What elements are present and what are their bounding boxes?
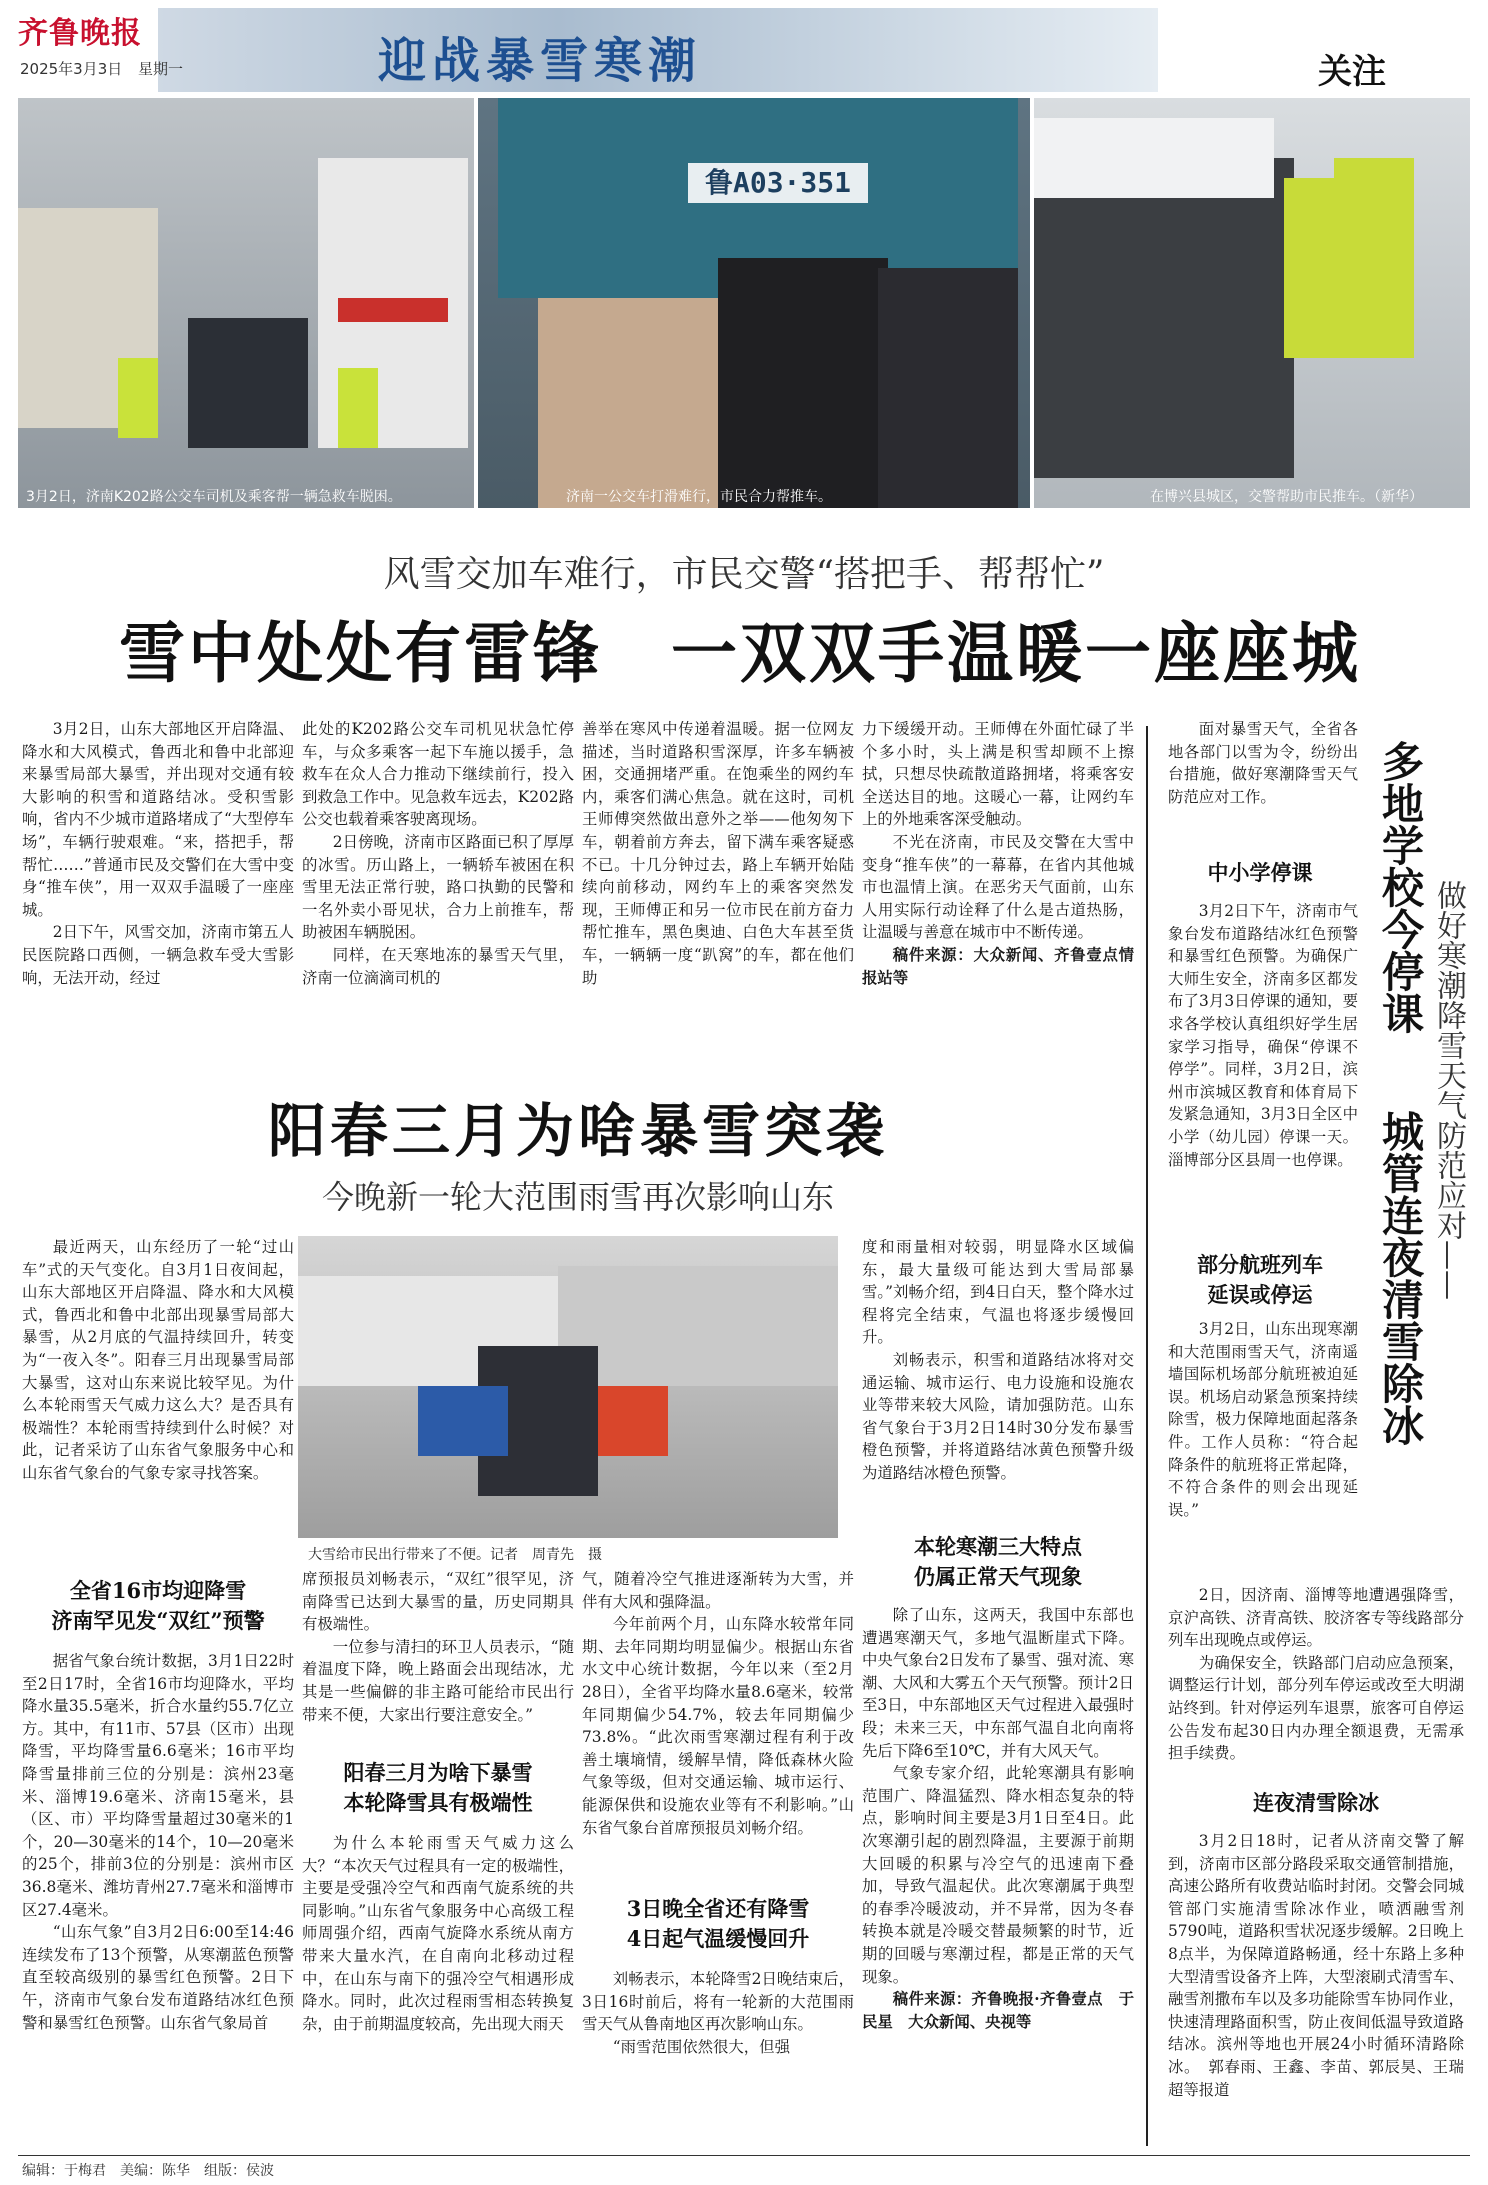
paragraph: 同样，在天寒地冻的暴雪天气里，济南一位滴滴司机的: [302, 945, 574, 987]
photo-ambulance: [18, 98, 474, 508]
story2-photo-caption: 大雪给市民出行带来了不便。记者 周青先 摄: [308, 1547, 602, 1563]
story2-col3b: 刘畅表示，本轮降雪2日晚结束后，3日16时前后，将有一轮新的大范围雨雪天气从鲁南地区再次影响山东。 “雨雪范围依然很大，但强: [582, 1970, 854, 2056]
newspaper-logo: 齐鲁晚报: [18, 16, 142, 51]
story1-col3: [582, 718, 854, 989]
story2-subhead: 今晚新一轮大范围雨雪再次影响山东: [321, 1178, 834, 1216]
story2-sub1: 全省16市均迎降雪 济南罕见发“双红”预警: [51, 1578, 265, 1633]
paragraph: 2日下午，风雪交加，济南市第五人民医院路口西侧，一辆急救车受大雪影响，无法开动，经过: [22, 923, 294, 987]
photo-caption-3: 在博兴县城区，交警帮助市民推车。（新华）: [1150, 489, 1423, 505]
story1-headline: 雪中处处有雷锋 一双双手温暖一座座城: [119, 614, 1361, 692]
story3-headline-a: 多地学校今停课: [1376, 740, 1425, 1034]
story2-col4b: 除了山东，这两天，我国中东部也遭遇寒潮天气，多地气温断崖式下降。中央气象台2日发布了暴雪、强对流、寒潮、大风和大雾五个天气预警。预计2日至3日，中东部地区天气过程进入最强时段；未来三天，中东部气温自北向南将先后下降6至10℃，并有大风天气。 气象专家介绍，此轮寒潮具有影响范围广、降温猛烈、降水相态复杂的特点，影响时间主要是3月1日至4日。此次寒潮引起的剧烈降温，主要源于前期大回暖的积累与冷空气的迅速南下叠加，导致气温起伏。此次寒潮属于典型的春季冷暖波动，并不异常，因为冬春转换本就是冷暖交替最频繁的时节，近期的回暖与寒潮过程，都是正常的天气现象。 稿件来源：齐鲁晚报·齐鲁壹点 于民星 大众新闻、央视等: [862, 1604, 1134, 2033]
source-line: 稿件来源：大众新闻、齐鲁壹点情报站等: [862, 945, 1134, 987]
footer-credits: 编辑：于梅君 美编：陈华 组版：侯波: [22, 2163, 274, 2179]
paragraph: 善举在寒风中传递着温暖。据一位网友描述，当时道路积雪深厚，许多车辆被困，交通拥堵严重。在饱乘坐的网约车内，乘客们满心焦急。就在这时，司机王师傅突然做出意外之举——他匆匆下车，朝着前方奔去，留下满车乘客疑惑不已。十几分钟过去，路上车辆开始陆续向前移动，网约车上的乘客突然发现，王师傅正和另一位市民在前方奋力帮忙推车，黑色奥迪、白色大车甚至货车，一辆辆一度“趴窝”的车，都在他们助: [582, 720, 854, 987]
story2-sub2: 阳春三月为啥下暴雪 本轮降雪具有极端性: [343, 1760, 533, 1815]
photo-bus: [478, 98, 1030, 508]
story2-col1: 最近两天，山东经历了一轮“过山车”式的天气变化。自3月1日夜间起，山东大部地区开启降温、降水和大风模式，鲁西北和鲁中北部出现暴雪局部大暴雪，从2月底的气温持续回升，转变为“一夜入冬”。阳春三月出现暴雪局部大暴雪，这对山东来说比较罕见。为什么本轮雨雪天气威力这么大？是否具有极端性？本轮雨雪持续到什么时候？对此，记者采访了山东省气象服务中心和山东省气象台的气象专家寻找答案。: [22, 1238, 294, 1482]
story3-headline-b: 城管连夜清雪除冰: [1376, 1110, 1425, 1446]
masthead: [18, 8, 1470, 92]
paragraph: 2日傍晚，济南市区路面已积了厚厚的冰雪。历山路上，一辆轿车被困在积雪里无法正常行驶，路口执勤的民警和一名外卖小哥见状，合力上前推车，帮助被困车辆脱困。: [302, 832, 574, 942]
paragraph: 力下缓缓开动。王师傅在外面忙碌了半个多小时，头上满是积雪却顾不上擦拭，只想尽快疏散道路拥堵，将乘客安全送达目的地。这暖心一幕，让网约车上的外地乘客深受触动。: [862, 720, 1134, 829]
paragraph: 不光在济南，市民及交警在大雪中变身“推车侠”的一幕幕，在省内其他城市也温情上演。在恶劣天气面前，山东人用实际行动诠释了什么是古道热肠，让温暖与善意在城市中不断传递。: [862, 832, 1134, 942]
story3-p2b: 2日，因济南、淄博等地遭遇强降雪，京沪高铁、济青高铁、胶济客专等线路部分列车出现晚点或停运。 为确保安全，铁路部门启动应急预案，调整运行计划，部分列车停运或改至大明湖站终到。针对停运列车退票，旅客可自停运公告发布起30日内办理全额退费，无需承担手续费。: [1168, 1586, 1464, 1763]
paragraph: 3月2日，山东大部地区开启降温、降水和大风模式，鲁西北和鲁中北部迎来暴雪局部大暴雪，并出现对交通有较大影响的积雪和道路结冰。受积雪影响，省内不少城市道路堵成了“大型停车场”，车辆行驶艰难。“来，搭把手，帮帮忙……”普通市民及交警们在大雪中变身“推车侠”，用一双双手温暖了一座座城。: [22, 720, 294, 919]
story3-kicker: 做好寒潮降雪天气防范应对——: [1431, 880, 1466, 1300]
story1-kicker: 风雪交加车难行，市民交警“搭把手、帮帮忙”: [383, 554, 1105, 595]
story1-col2: [302, 718, 574, 989]
story3-sub3: 连夜清雪除冰: [1253, 1790, 1379, 1815]
story1-col4: [862, 718, 1134, 989]
section-label: 关注: [1318, 52, 1386, 92]
photo-caption-1: 3月2日，济南K202路公交车司机及乘客帮一辆急救车脱困。: [26, 489, 402, 505]
story2-col2b: 为什么本轮雨雪天气威力这么大？“本次天气过程具有一定的极端性，主要是受强冷空气和西南气旋系统的共同影响。”山东省气象服务中心高级工程师周强介绍，西南气旋降水系统从南方带来大量水汽，在自南向北移动过程中，在山东与南下的强冷空气相遇形成降水。同时，此次过程雨雪相态转换复杂，由于前期温度较高，先出现大雨天: [302, 1834, 574, 2033]
story3-sub2: 部分航班列车 延误或停运: [1197, 1252, 1323, 1307]
story2-col3: 气，随着冷空气推进逐渐转为大雪，并伴有大风和强降温。 今年前两个月，山东降水较常年同期、去年同期均明显偏少。根据山东省水文中心统计数据，今年以来（至2月28日），全省平均降水量8.6毫米，较常年同期偏少54.7%，较去年同期偏少73.8%。“此次雨雪寒潮过程有利于改善土壤墒情，缓解旱情，降低森林火险气象等级，但对交通运输、城市运行、能源保供和设施农业等有不利影响。”山东省气象台首席预报员刘畅介绍。: [582, 1570, 854, 1837]
story2-col4: 度和雨量相对较弱，明显降水区域偏东，最大量级可能达到大雪局部暴雪。”刘畅介绍，到4日白天，整个降水过程将完全结束，气温也将逐步缓慢回升。 刘畅表示，积雪和道路结冰将对交通运输、城市运行、电力设施和设施农业等带来较大风险，请加强防范。山东省气象台于3月2日14时30分发布暴雪橙色预警，并将道路结冰黄色预警升级为道路结冰橙色预警。: [862, 1238, 1134, 1482]
story2-headline: 阳春三月为啥暴雪突袭: [267, 1097, 888, 1165]
weekday: 星期一: [138, 60, 184, 78]
photo-snow-rider: [298, 1236, 838, 1538]
story2-col1b: 据省气象台统计数据，3月1日22时至2日17时，全省16市均迎降水，平均降水量35.5毫米，折合水量约55.7亿立方。其中，有11市、57县（区市）出现降雪，平均降雪量6.6毫米；16市平均降雪量排前三位的分别是：滨州23毫米、淄博19.6毫米、济南15毫米，县（区、市）平均降雪量超过30毫米的1个，20—30毫米的14个，10—20毫米的25个，排前3位的分别是：滨州市区36.8毫米、潍坊青州27.7毫米和淄博市区27.4毫米。 “山东气象”自3月2日6:00至14:46连续发布了13个预警，从寒潮蓝色预警直至较高级别的暴雪红色预警。2日下午，济南市气象台发布道路结冰红色预警和暴雪红色预警。山东省气象局首: [22, 1652, 294, 2032]
source-line: 稿件来源：齐鲁晚报·齐鲁壹点 于民星 大众新闻、央视等: [862, 1990, 1134, 2031]
photo-traffic-police: [1034, 98, 1470, 508]
story2-sub4: 本轮寒潮三大特点 仍属正常天气现象: [914, 1534, 1082, 1589]
paragraph: 此处的K202路公交车司机见状急忙停车，与众多乘客一起下车施以援手，急救车在众人合力推动下继续前行，投入到救急工作中。见急救车远去，K202路公交也载着乘客驶离现场。: [302, 720, 574, 829]
story3-sub1: 中小学停课: [1207, 860, 1313, 885]
sidebar-border: [1146, 726, 1148, 2146]
story3-p3: 3月2日18时，记者从济南交警了解到，济南市区部分路段采取交通管制措施，高速公路所有收费站临时封闭。交警会同城管部门实施清雪除冰作业，喷洒融雪剂5790吨，道路积雪状况逐步缓解。2日晚上8点半，为保障道路畅通，经十东路上多种大型清雪设备齐上阵，大型滚刷式清雪车、融雪剂撒布车以及多功能除雪车协同作业，快速清理路面积雪，防止夜间低温导致道路结冰。滨州等地也开展24小时循环清路除冰。 郭春雨、王鑫、李苗、郭辰昊、王瑞超等报道: [1168, 1832, 1464, 2099]
story3-p1: 3月2日下午，济南市气象台发布道路结冰红色预警和暴雪红色预警。为确保广大师生安全，济南多区都发布了3月3日停课的通知，要求各学校认真组织好学生居家学习指导，确保“停课不停学”。同样，3月2日，滨州市滨城区教育和体育局下发紧急通知，3月3日全区中小学（幼儿园）停课一天。淄博部分区县周一也停课。: [1168, 902, 1358, 1169]
story2-sub3: 3日晚全省还有降雪 4日起气温缓慢回升: [626, 1896, 810, 1951]
story3-intro: 面对暴雪天气，全省各地各部门以雪为令，纷纷出台措施，做好寒潮降雪天气防范应对工作。: [1168, 720, 1358, 806]
story3-p2: 3月2日，山东出现寒潮和大范围雨雪天气，济南遥墙国际机场部分航班被迫延误。机场启动紧急预案持续除雪，极力保障地面起落条件。工作人员称：“符合起降条件的航班将正常起降，不符合条件的则会出现延误。”: [1168, 1320, 1358, 1519]
photo-caption-2: 济南一公交车打滑难行，市民合力帮推车。: [566, 489, 832, 505]
story2-col2: 席预报员刘畅表示，“双红”很罕见，济南降雪已达到大暴雪的量，历史同期具有极端性。 一位参与清扫的环卫人员表示，“随着温度下降，晚上路面会出现结冰，尤其是一些偏僻的非主路可能给市民出行带来不便，大家出行要注意安全。”: [302, 1570, 574, 1724]
story1-col1: [22, 718, 294, 989]
publication-date: 2025年3月3日: [20, 60, 123, 78]
topic-title: 迎战暴雪寒潮: [378, 33, 703, 89]
footer-rule: [18, 2155, 1470, 2156]
bus-plate: 鲁A03·351: [688, 163, 868, 203]
